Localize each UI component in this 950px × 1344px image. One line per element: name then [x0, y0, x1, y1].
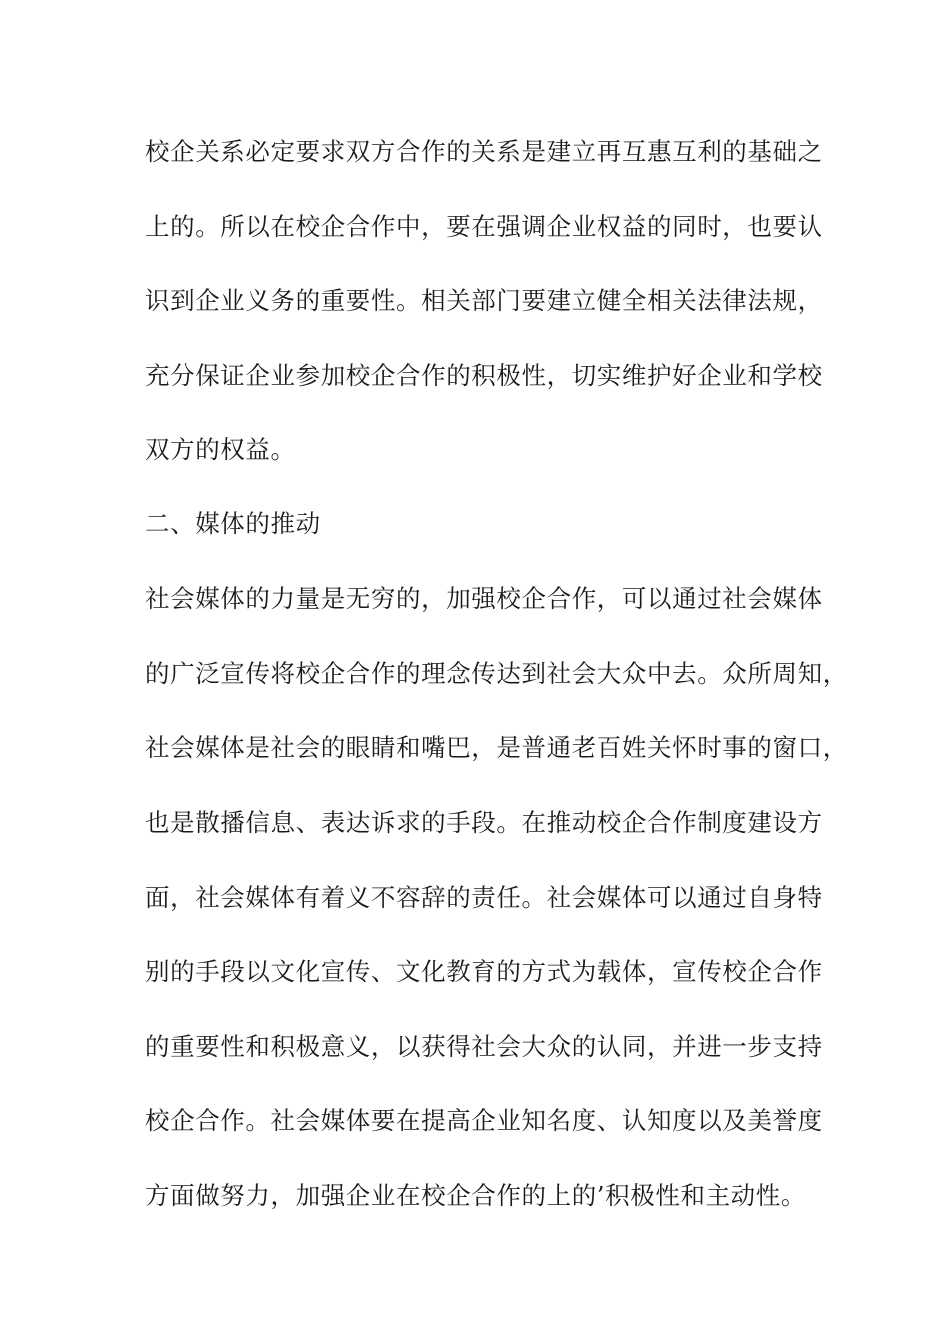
paragraph-line: 双方的权益。 [145, 435, 296, 464]
paragraph-line: 的广泛宣传将校企合作的理念传达到社会大众中去。众所周知， [145, 659, 848, 688]
paragraph-line: 别的手段以文化宣传、文化教育的方式为载体，宣传校企合作 [145, 957, 823, 986]
paragraph-line: 社会媒体是社会的眼睛和嘴巴，是普通老百姓关怀时事的窗口， [145, 733, 848, 762]
paragraph-line: 面，社会媒体有着义不容辞的责任。社会媒体可以通过自身特 [145, 883, 823, 912]
paragraph-line: 的重要性和积极意义，以获得社会大众的认同，并进一步支持 [145, 1032, 823, 1061]
paragraph-line: 也是散播信息、表达诉求的手段。在推动校企合作制度建设方 [145, 808, 823, 837]
section-heading: 二、媒体的推动 [145, 509, 321, 538]
paragraph-line: 充分保证企业参加校企合作的积极性，切实维护好企业和学校 [145, 361, 823, 390]
paragraph-line: 方面做努力，加强企业在校企合作的上的’积极性和主动性。 [145, 1181, 806, 1210]
paragraph-line: 校企关系必定要求双方合作的关系是建立再互惠互利的基础之 [145, 137, 823, 166]
paragraph-line: 校企合作。社会媒体要在提高企业知名度、认知度以及美誉度 [145, 1106, 823, 1135]
paragraph-line: 上的。所以在校企合作中，要在强调企业权益的同时，也要认 [145, 212, 823, 241]
paragraph-line: 识到企业义务的重要性。相关部门要建立健全相关法律法规， [145, 286, 823, 315]
paragraph-line: 社会媒体的力量是无穷的，加强校企合作，可以通过社会媒体 [145, 584, 823, 613]
